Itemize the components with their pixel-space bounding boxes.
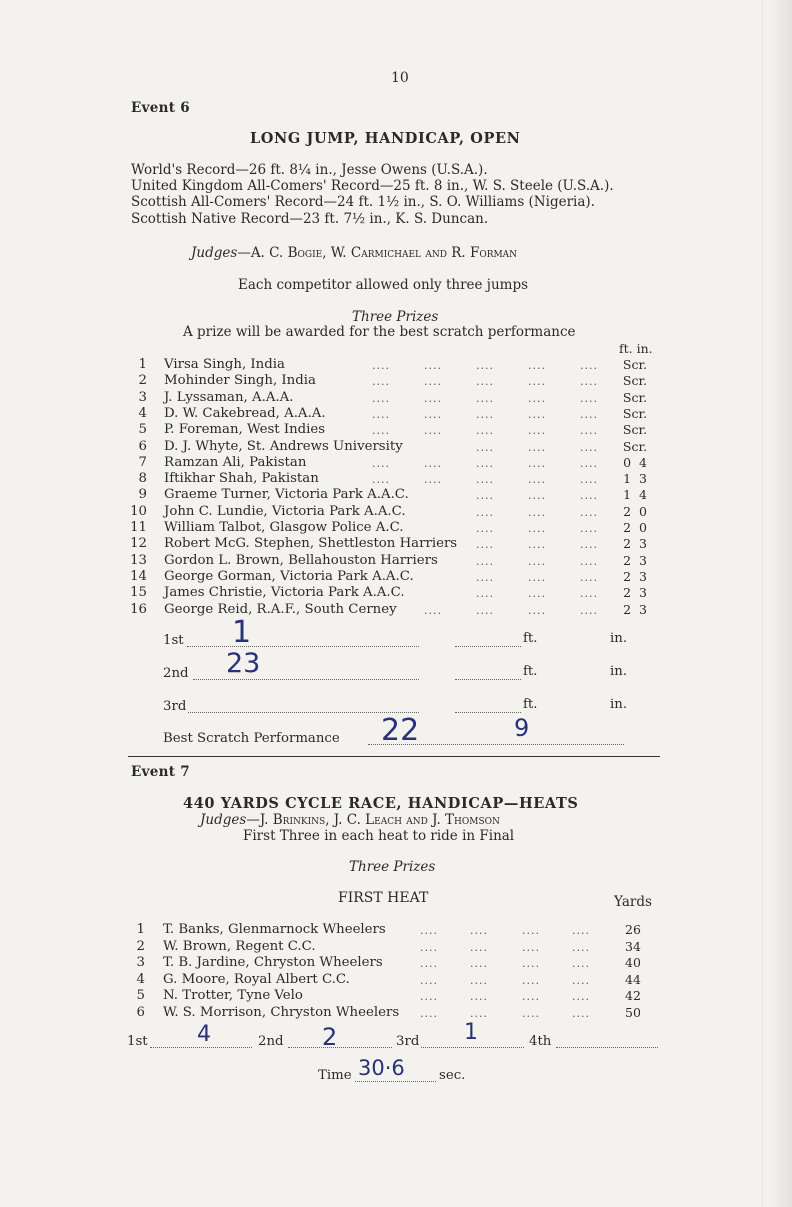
judges-label: Judges — [191, 245, 238, 261]
competitor-row — [0, 422, 792, 438]
leader-dots: .... — [528, 424, 546, 438]
e7-time-line — [355, 1081, 436, 1082]
e6-second-ft-line — [455, 679, 521, 680]
competitor-name: Robert McG. Stephen, Shettleston Harriers — [164, 536, 458, 552]
competitor-handicap: Scr. — [622, 389, 648, 405]
e7-fourth-label: 4th — [529, 1034, 552, 1049]
leader-dots: .... — [470, 990, 488, 1003]
competitor-number: 16 — [130, 601, 147, 617]
rider-yards: 42 — [625, 988, 641, 1003]
e6-first-label: 1st — [163, 633, 184, 648]
rider-number: 2 — [136, 938, 145, 954]
record-uk: United Kingdom All-Comers' Record—25 ft. 8 in., W. S. Steele (U.S.A.). — [131, 178, 614, 194]
record-scottish-native: Scottish Native Record—23 ft. 7½ in., K. S. Duncan. — [131, 211, 489, 227]
leader-dots: .... — [470, 1006, 488, 1020]
leader-dots: .... — [470, 940, 488, 954]
e7-third-line — [421, 1047, 524, 1048]
leader-dots: .... — [476, 375, 494, 389]
competitor-name: William Talbot, Glasgow Police A.C. — [164, 520, 404, 535]
competitor-row — [0, 504, 792, 520]
leader-dots: .... — [522, 957, 540, 970]
e7-handwritten-second: 2 — [322, 1023, 338, 1051]
leader-dots: .... — [528, 538, 546, 552]
rider-yards: 44 — [625, 971, 641, 987]
leader-dots: .... — [476, 424, 494, 438]
leader-dots: .... — [572, 924, 590, 937]
leader-dots: .... — [372, 456, 390, 470]
leader-dots: .... — [528, 456, 546, 470]
e6-handwritten-best-ft: 22 — [381, 713, 420, 748]
competitor-name: D. W. Cakebread, A.A.A. — [164, 405, 326, 421]
leader-dots: .... — [424, 407, 442, 421]
e7-time-label: Time — [318, 1068, 352, 1083]
competitor-row — [0, 553, 792, 569]
e6-third-label: 3rd — [163, 699, 187, 714]
leader-dots: .... — [476, 603, 494, 617]
leader-dots: .... — [476, 391, 494, 405]
competitor-number: 4 — [138, 405, 147, 421]
leader-dots: .... — [580, 407, 598, 421]
competitor-handicap: 1 4 — [623, 487, 647, 503]
rider-name: T. B. Jardine, Chryston Wheelers — [163, 955, 383, 970]
leader-dots: .... — [528, 489, 546, 503]
leader-dots: .... — [476, 538, 494, 552]
competitor-number: 3 — [138, 389, 147, 405]
leader-dots: .... — [420, 957, 438, 970]
leader-dots: .... — [476, 489, 494, 503]
e6-first-ft-line — [455, 646, 521, 647]
rider-yards: 34 — [625, 938, 641, 954]
leader-dots: .... — [580, 375, 598, 389]
competitor-name: J. Lyssaman, A.A.A. — [164, 389, 294, 405]
competitor-name: P. Foreman, West Indies — [164, 422, 326, 438]
rider-row — [0, 939, 792, 955]
leader-dots: .... — [420, 940, 438, 954]
event6-col-header: ft. in. — [619, 341, 653, 356]
leader-dots: .... — [572, 973, 590, 987]
leader-dots: .... — [476, 456, 494, 470]
leader-dots: .... — [420, 990, 438, 1003]
leader-dots: .... — [372, 424, 390, 438]
e7-handwritten-first: 4 — [197, 1022, 211, 1047]
rider-row — [0, 955, 792, 971]
competitor-name: Iftikhar Shah, Pakistan — [164, 471, 319, 487]
e6-second-label: 2nd — [163, 666, 189, 681]
rider-name: N. Trotter, Tyne Velo — [163, 988, 303, 1003]
event7-title: 440 YARDS CYCLE RACE, HANDICAP—HEATS — [183, 795, 579, 812]
e6-second-in: in. — [610, 664, 628, 679]
competitor-number: 12 — [130, 536, 147, 552]
leader-dots: .... — [420, 924, 438, 937]
e6-third-ft: ft. — [523, 697, 538, 712]
e7-judges-label: Judges — [200, 812, 247, 828]
rider-number: 3 — [136, 955, 145, 970]
e6-handwritten-second: 23 — [226, 648, 261, 679]
leader-dots: .... — [580, 359, 598, 372]
leader-dots: .... — [580, 570, 598, 584]
leader-dots: .... — [572, 957, 590, 970]
e6-second-ft: ft. — [523, 664, 538, 679]
rider-yards: 26 — [625, 922, 641, 937]
leader-dots: .... — [572, 990, 590, 1003]
e6-handwritten-first: 1 — [232, 615, 252, 650]
e7-handwritten-third: 1 — [464, 1020, 478, 1045]
leader-dots: .... — [476, 554, 494, 568]
rider-row — [0, 988, 792, 1004]
competitor-name: George Reid, R.A.F., South Cerney — [164, 601, 397, 617]
leader-dots: .... — [476, 570, 494, 584]
competitor-handicap: 2 3 — [623, 568, 647, 584]
competitor-handicap: Scr. — [622, 405, 648, 421]
e6-second-line — [193, 679, 419, 680]
competitor-name: Ramzan Ali, Pakistan — [164, 454, 307, 470]
leader-dots: .... — [476, 505, 494, 519]
competitor-handicap: 1 3 — [623, 471, 647, 487]
leader-dots: .... — [476, 359, 494, 372]
e7-first-label: 1st — [127, 1034, 148, 1049]
leader-dots: .... — [580, 456, 598, 470]
event6-label: Event 6 — [131, 100, 190, 116]
competitor-name: John C. Lundie, Victoria Park A.A.C. — [164, 503, 406, 519]
competitor-handicap: 2 3 — [623, 585, 647, 601]
leader-dots: .... — [528, 603, 546, 617]
competitor-name: James Christie, Victoria Park A.A.C. — [164, 585, 405, 601]
competitor-row — [0, 357, 792, 373]
leader-dots: .... — [476, 522, 494, 535]
competitor-name: Graeme Turner, Victoria Park A.A.C. — [164, 487, 409, 503]
rider-name: W. S. Morrison, Chryston Wheelers — [163, 1004, 400, 1020]
rider-number: 6 — [136, 1004, 145, 1020]
e6-third-ft-line — [455, 712, 521, 713]
leader-dots: .... — [420, 1006, 438, 1020]
event7-heat-title: FIRST HEAT — [338, 890, 429, 906]
competitor-number: 7 — [138, 454, 147, 470]
competitor-row — [0, 471, 792, 487]
competitor-name: Mohinder Singh, India — [164, 373, 316, 389]
competitor-row — [0, 585, 792, 601]
rider-row — [0, 922, 792, 938]
competitor-number: 9 — [138, 487, 147, 503]
leader-dots: .... — [528, 554, 546, 568]
competitor-handicap: Scr. — [622, 438, 648, 454]
leader-dots: .... — [372, 359, 390, 372]
leader-dots: .... — [528, 375, 546, 389]
e7-judges-names: —J. Brinkins, J. C. Leach and J. Thomson — [246, 812, 500, 828]
competitor-handicap: 2 0 — [623, 520, 647, 535]
leader-dots: .... — [476, 473, 494, 487]
rider-name: T. Banks, Glenmarnock Wheelers — [163, 922, 386, 937]
e6-best-label: Best Scratch Performance — [163, 731, 340, 746]
e7-third-label: 3rd — [396, 1034, 420, 1049]
event6-rule: Each competitor allowed only three jumps — [238, 277, 529, 293]
competitor-name: D. J. Whyte, St. Andrews University — [164, 438, 403, 454]
leader-dots: .... — [528, 587, 546, 601]
competitor-name: Virsa Singh, India — [164, 357, 285, 372]
leader-dots: .... — [372, 473, 390, 487]
competitor-row — [0, 455, 792, 471]
leader-dots: .... — [424, 391, 442, 405]
leader-dots: .... — [522, 940, 540, 954]
record-scottish-allcomers: Scottish All-Comers' Record—24 ft. 1½ in., S. O. Williams (Nigeria). — [131, 194, 595, 210]
competitor-row — [0, 602, 792, 618]
e7-handwritten-time: 30·6 — [358, 1056, 405, 1080]
leader-dots: .... — [580, 538, 598, 552]
leader-dots: .... — [580, 554, 598, 568]
leader-dots: .... — [372, 407, 390, 421]
leader-dots: .... — [372, 375, 390, 389]
event7-judges — [200, 812, 500, 828]
competitor-handicap: 2 3 — [623, 552, 647, 568]
e7-fourth-line — [556, 1047, 658, 1048]
leader-dots: .... — [528, 440, 546, 454]
event6-title: LONG JUMP, HANDICAP, OPEN — [250, 130, 521, 147]
leader-dots: .... — [424, 359, 442, 372]
competitor-row — [0, 406, 792, 422]
leader-dots: .... — [522, 990, 540, 1003]
leader-dots: .... — [580, 391, 598, 405]
leader-dots: .... — [470, 924, 488, 937]
competitor-row — [0, 390, 792, 406]
leader-dots: .... — [420, 973, 438, 987]
competitor-number: 6 — [138, 438, 147, 454]
leader-dots: .... — [424, 603, 442, 617]
leader-dots: .... — [580, 505, 598, 519]
leader-dots: .... — [580, 603, 598, 617]
leader-dots: .... — [528, 473, 546, 487]
competitor-name: Gordon L. Brown, Bellahouston Harriers — [164, 552, 438, 568]
competitor-number: 1 — [138, 357, 147, 372]
competitor-row — [0, 487, 792, 503]
leader-dots: .... — [580, 440, 598, 454]
leader-dots: .... — [476, 440, 494, 454]
leader-dots: .... — [424, 456, 442, 470]
event-divider — [128, 756, 660, 757]
leader-dots: .... — [522, 924, 540, 937]
rider-number: 5 — [136, 988, 145, 1003]
leader-dots: .... — [528, 570, 546, 584]
rider-yards: 50 — [625, 1004, 641, 1020]
rider-number: 1 — [136, 922, 145, 937]
leader-dots: .... — [580, 522, 598, 535]
event7-col-header: Yards — [614, 894, 652, 910]
e7-first-line — [150, 1047, 252, 1048]
e7-second-line — [288, 1047, 392, 1048]
competitor-row — [0, 569, 792, 585]
competitor-handicap: 2 3 — [623, 601, 647, 617]
e6-first-in: in. — [610, 631, 628, 646]
e6-first-ft: ft. — [523, 631, 538, 646]
leader-dots: .... — [572, 940, 590, 954]
competitor-row — [0, 520, 792, 536]
competitor-number: 13 — [130, 552, 147, 568]
leader-dots: .... — [528, 407, 546, 421]
leader-dots: .... — [522, 1006, 540, 1020]
e6-first-line — [187, 646, 419, 647]
event7-label: Event 7 — [131, 764, 190, 780]
leader-dots: .... — [522, 973, 540, 987]
page-number: 10 — [391, 70, 409, 86]
competitor-row — [0, 373, 792, 389]
event7-note: First Three in each heat to ride in Final — [243, 828, 515, 844]
event6-prizes: Three Prizes — [352, 309, 439, 325]
leader-dots: .... — [470, 957, 488, 970]
event7-prizes: Three Prizes — [349, 859, 436, 875]
rider-number: 4 — [136, 971, 145, 987]
e6-third-in: in. — [610, 697, 628, 712]
competitor-number: 5 — [138, 422, 147, 438]
leader-dots: .... — [580, 489, 598, 503]
leader-dots: .... — [528, 505, 546, 519]
leader-dots: .... — [424, 375, 442, 389]
competitor-handicap: 2 0 — [623, 503, 647, 519]
leader-dots: .... — [580, 424, 598, 438]
e7-sec-label: sec. — [439, 1068, 466, 1083]
e7-second-label: 2nd — [258, 1034, 284, 1049]
rider-row — [0, 1005, 792, 1021]
competitor-handicap: Scr. — [622, 357, 648, 372]
competitor-number: 14 — [130, 568, 147, 584]
competitor-handicap: Scr. — [622, 373, 648, 389]
rider-yards: 40 — [625, 955, 641, 970]
event6-judges — [191, 245, 517, 261]
record-world: World's Record—26 ft. 8¼ in., Jesse Owens (U.S.A.). — [131, 162, 488, 178]
e6-handwritten-best-in: 9 — [514, 714, 530, 742]
competitor-handicap: 2 3 — [623, 536, 647, 552]
competitor-number: 8 — [138, 471, 147, 487]
leader-dots: .... — [528, 522, 546, 535]
leader-dots: .... — [372, 391, 390, 405]
leader-dots: .... — [528, 359, 546, 372]
leader-dots: .... — [476, 407, 494, 421]
leader-dots: .... — [580, 587, 598, 601]
competitor-handicap: Scr. — [622, 422, 648, 438]
competitor-row — [0, 536, 792, 552]
leader-dots: .... — [572, 1006, 590, 1020]
competitor-number: 2 — [138, 373, 147, 389]
rider-name: G. Moore, Royal Albert C.C. — [163, 971, 350, 987]
leader-dots: .... — [476, 587, 494, 601]
leader-dots: .... — [424, 473, 442, 487]
rider-name: W. Brown, Regent C.C. — [163, 938, 316, 954]
competitor-row — [0, 439, 792, 455]
leader-dots: .... — [470, 973, 488, 987]
competitor-number: 15 — [130, 585, 147, 601]
event6-scratch-note: A prize will be awarded for the best scratch performance — [183, 324, 576, 340]
leader-dots: .... — [528, 391, 546, 405]
competitor-number: 11 — [130, 520, 147, 535]
judges-names: —A. C. Bogie, W. Carmichael and R. Forman — [237, 245, 518, 261]
rider-row — [0, 972, 792, 988]
competitor-handicap: 0 4 — [623, 454, 647, 470]
leader-dots: .... — [424, 424, 442, 438]
leader-dots: .... — [580, 473, 598, 487]
competitor-name: George Gorman, Victoria Park A.A.C. — [164, 568, 414, 584]
competitor-number: 10 — [130, 503, 147, 519]
